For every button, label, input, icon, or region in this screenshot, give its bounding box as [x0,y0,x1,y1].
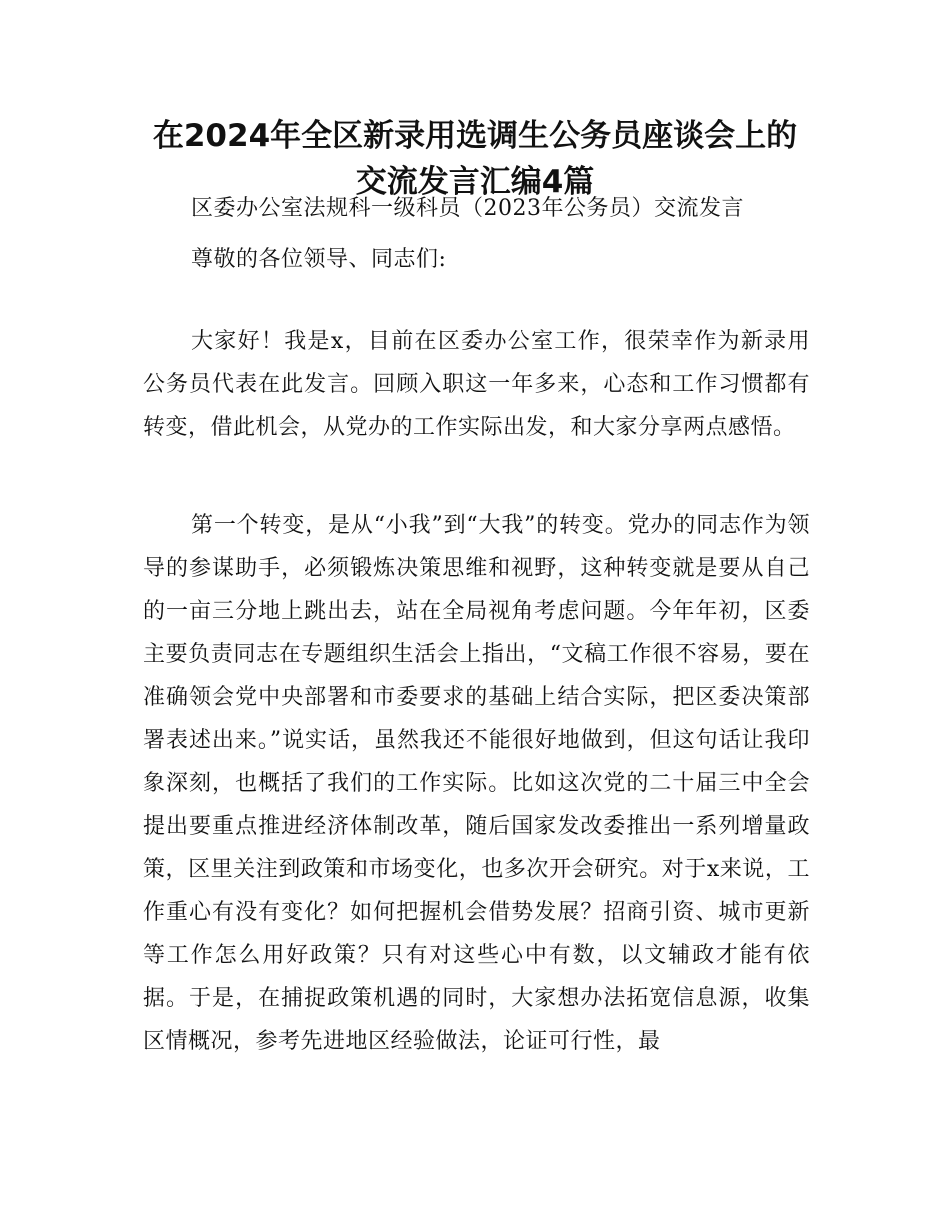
paragraph-1: 大家好！我是x，目前在区委办公室工作，很荣幸作为新录用公务员代表在此发言。回顾入职这一年多来，心态和工作习惯都有转变，借此机会，从党办的工作实际出发，和大家分享两点感悟。 [143,329,810,440]
document-title-line-2: 交流发言汇编4篇 [355,164,595,200]
paragraph-2: 第一个转变，是从“小我”到“大我”的转变。党办的同志作为领导的参谋助手，必须锻炼决策思维和视野，这种转变就是要从自己的一亩三分地上跳出去，站在全局视角考虑问题。今年年初，区委主要负责同志在专题组织生活会上指出，“文稿工作很不容易，要在准确领会党中央部署和市委要求的基础上结合实际，把区委决策部署表述出来。”说实话，虽然我还不能很好地做到，但这句话让我印象深刻，也概括了我们的工作实际。比如这次党的二十届三中全会提出要重点推进经济体制改革，随后国家发改委推出一系列增量政策，区里关注到政策和市场变化，也多次开会研究。对于x来说，工作重心有没有变化？如何把握机会借势发展？招商引资、城市更新等工作怎么用好政策？只有对这些心中有数，以文辅政才能有依据。于是，在捕捉政策机遇的同时，大家想办法拓宽信息源，收集区情概况，参考先进地区经验做法，论证可行性，最 [143,513,810,1054]
document-subtitle: 区委办公室法规科一级科员（2023年公务员）交流发言 [191,196,744,221]
document-title-line-1: 在2024年全区新录用选调生公务员座谈会上的 [152,118,798,154]
salutation: 尊敬的各位领导、同志们: [191,247,447,272]
